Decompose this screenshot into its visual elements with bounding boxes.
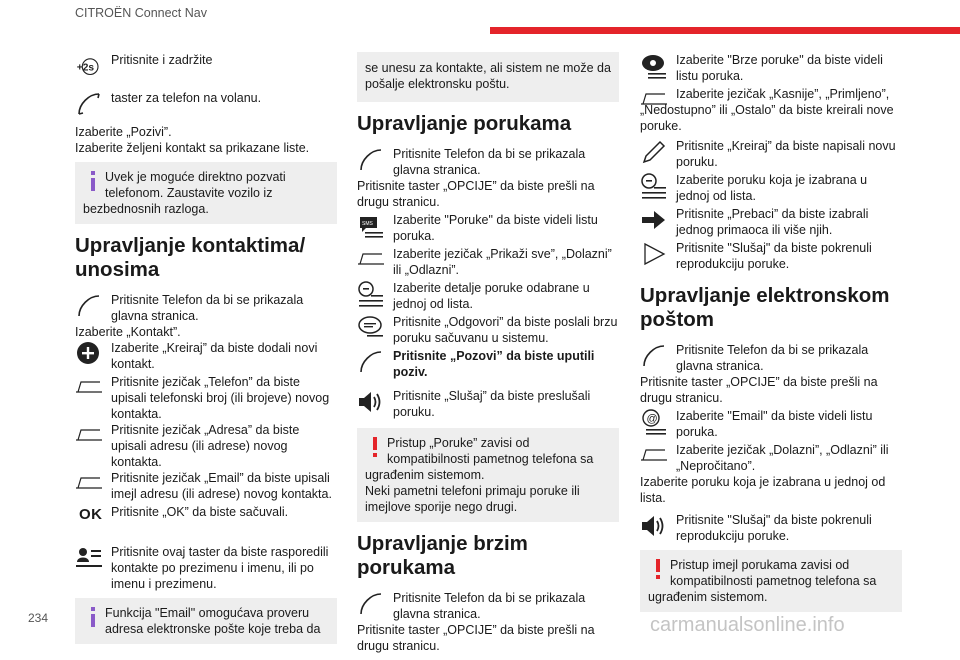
info-icon bbox=[83, 170, 103, 192]
sms-bubble-icon bbox=[357, 212, 385, 240]
tab-icon bbox=[75, 422, 103, 450]
reply-bubble-icon bbox=[357, 314, 385, 342]
phone-handset-icon bbox=[357, 590, 385, 618]
pencil-icon bbox=[640, 138, 668, 166]
svg-text:+2s: +2s bbox=[76, 62, 95, 74]
play-icon bbox=[640, 240, 668, 268]
contact-sort-icon bbox=[75, 544, 103, 572]
svg-text:SMS: SMS bbox=[362, 221, 373, 227]
details-list-icon bbox=[640, 172, 668, 200]
paragraph: Izaberite „Pozivi”. Izaberite željeni kontakt sa prikazane liste. bbox=[75, 125, 310, 155]
warning-exclamation-icon bbox=[648, 558, 668, 580]
section-heading-email: Upravljanje elektronskom poštom bbox=[640, 284, 890, 331]
info-note: Funkcija "Email" omogućava proveru adresa elektronske pošte koje treba da bbox=[75, 598, 337, 644]
column-3: Izaberite "Brze poruke" da biste videli listu poruka. Izaberite jezičak „Kasnije”, „Primljeno”, „Nedostupno” ili „Ostalo” da biste kreirali nove poruke. Pritisnite „Kreiraj” da biste napisali novu poruku. Izaberite poruku koja je izabrana u jednoj od lista. Pritisnite „Prebaci” da biste izabrali jednog primaoca ili više njih. Pritisnite "Slušaj" da biste pokrenuli reprodukciju poruke. Upravljanje elektronskom poštom Pritisnite Telefon da bi se prikazala glavna stranica. Pritisnite taster „OPCIJE” da biste prešli na drugu stranicu. @ Izaberite "Email" da biste videli listu poruka. Izaberite jezičak „Dolazni”, „Odlazni” ili „Nepročitano”. Izaberite poruku koja je izabrana u jednoj od lista. Pritisnite "Slušaj" da biste pokrenuli reprodukciju poruke. Pristup imejl porukama zavisi od kompatibilnosti pametnog telefona sa ugrađenim sistemom. bbox=[640, 52, 902, 622]
hold-2s-icon bbox=[71, 58, 103, 80]
forward-arrow-icon bbox=[640, 206, 668, 234]
tab-icon bbox=[640, 86, 668, 114]
section-heading-messages: Upravljanje porukama bbox=[357, 112, 572, 135]
section-heading-quick-messages: Upravljanje brzim porukama bbox=[357, 532, 528, 579]
tab-icon bbox=[357, 246, 385, 274]
phone-handset-icon bbox=[357, 146, 385, 174]
watermark: carmanualsonline.info bbox=[650, 614, 845, 636]
header-accent-bar bbox=[490, 27, 960, 34]
page-number: 234 bbox=[28, 611, 49, 625]
svg-text:@: @ bbox=[646, 413, 658, 425]
info-icon bbox=[83, 606, 103, 628]
column-1: +2s Pritisnite i zadržite taster za telefon na volanu. Izaberite „Pozivi”. Izaberite željeni kontakt sa prikazane liste. Uvek je moguće direktno pozvati telefonom. Zaustavite vozilo iz bezbednosnih razloga. Upravljanje kontaktima/ unosima Pritisnite Telefon da bi se prikazala glavna stranica. Izaberite „Kontakt”. Izaberite „Kreiraj” da biste dodali novi kontakt. Pritisnite jezičak „Telefon” da biste upisali telefonski broj (ili brojeve) novog kontakta. Pritisnite jezičak „Adresa” da biste upisali adresu (ili adrese) novog kontakta. Pritisnite jezičak „Email” da biste upisali imejl adresu (ili adrese) novog kontakta. OK Pritisnite „OK” da biste sačuvali. Pritisnite ovaj taster da biste rasporedili kontakte po prezimenu i imenu, ili po imenu i prezimenu. Funkcija "Email" omogućava proveru adresa elektronske pošte koje treba da bbox=[75, 52, 337, 654]
column-2: se unesu za kontakte, ali sistem ne može da pošalje elektronsku poštu. Upravljanje porukama Pritisnite Telefon da bi se prikazala glavna stranica. Pritisnite taster „OPCIJE” da biste prešli na drugu stranicu. SMS Izaberite "Poruke" da biste videli listu poruka. Izaberite jezičak „Prikaži sve”, „Dolazni” ili „Odlazni”. Izaberite detalje poruke odabrane u jednoj od lista. Pritisnite „Odgovori” da biste poslali brzu poruku sačuvanu u sistemu. Pritisnite „Pozovi” da biste uputili poziv. Pritisnite „Slušaj” da biste preslušali poruku. Pristup „Poruke” zavisi od kompatibilnosti pametnog telefona sa ugrađenim sistemom. Neki pametni telefoni primaju poruke ili imejlove sporije nego drugi. Upravljanje brzim porukama Pritisnite Telefon da bi se prikazala glavna stranica. Pritisnite taster „OPCIJE” da biste prešli na drugu stranicu. bbox=[357, 52, 619, 660]
tab-icon bbox=[640, 442, 668, 470]
details-list-icon bbox=[357, 280, 385, 308]
ok-icon: OK bbox=[79, 506, 103, 523]
header-title: CITROËN Connect Nav bbox=[75, 6, 207, 20]
phone-handset-icon bbox=[357, 348, 385, 376]
tab-paragraph: Izaberite jezičak „Kasnije”, „Primljeno”, „Nedostupno” ili „Ostalo” da biste kreirali nove poruke. bbox=[640, 87, 894, 133]
info-note: Uvek je moguće direktno pozvati telefonom. Zaustavite vozilo iz bezbednosnih razloga. bbox=[75, 162, 337, 224]
section-heading-contacts: Upravljanje kontaktima/ unosima bbox=[75, 234, 306, 281]
email-icon bbox=[640, 408, 668, 436]
phone-handset-icon bbox=[75, 90, 103, 118]
warning-note: Pristup „Poruke” zavisi od kompatibilnosti pametnog telefona sa ugrađenim sistemom. Neki pametni telefoni primaju poruke ili imejlove sporije nego drugi. bbox=[357, 428, 619, 522]
phone-handset-icon bbox=[75, 292, 103, 320]
warning-note: Pristup imejl porukama zavisi od kompatibilnosti pametnog telefona sa ugrađenim sistemom. bbox=[640, 550, 902, 612]
phone-handset-icon bbox=[640, 342, 668, 370]
info-note-continued: se unesu za kontakte, ali sistem ne može da pošalje elektronsku poštu. bbox=[357, 52, 619, 102]
tab-icon bbox=[75, 374, 103, 402]
speaker-icon bbox=[640, 512, 668, 540]
plus-circle-icon bbox=[75, 340, 103, 368]
tab-icon bbox=[75, 470, 103, 498]
quick-message-icon bbox=[640, 52, 668, 80]
speaker-icon bbox=[357, 388, 385, 416]
warning-exclamation-icon bbox=[365, 436, 385, 458]
